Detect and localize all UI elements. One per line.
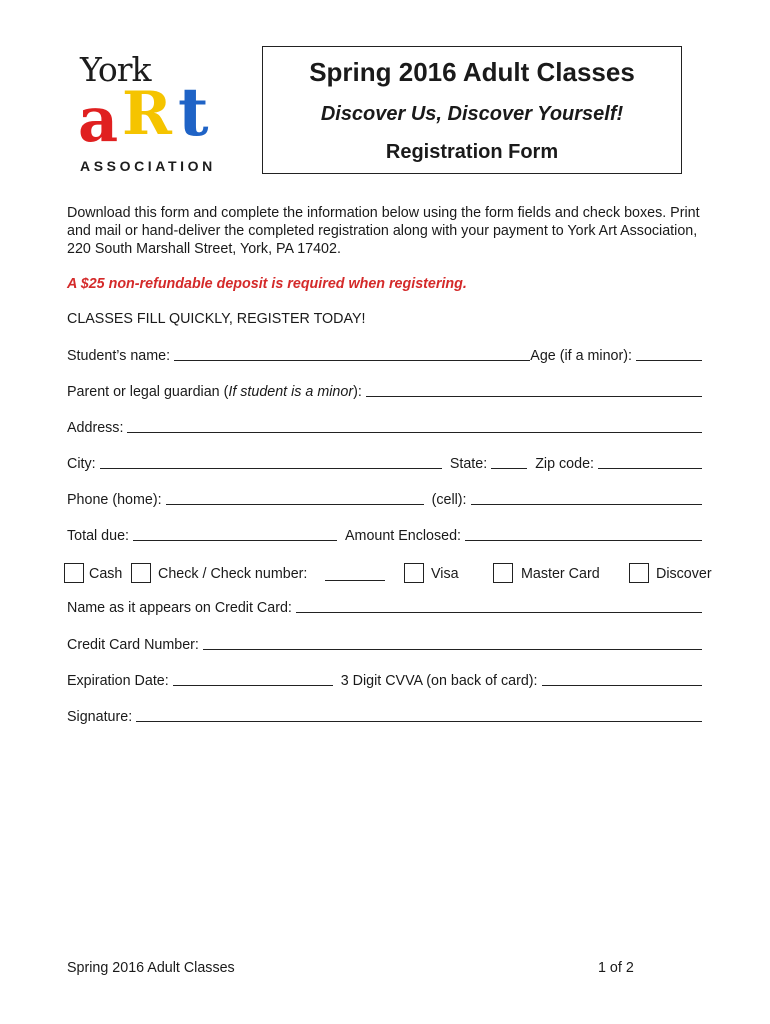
cash-checkbox[interactable] — [64, 563, 84, 583]
page-number: 1 of 2 — [598, 960, 634, 976]
student-name-label: Student’s name: — [67, 348, 171, 364]
expiration-row — [67, 669, 702, 689]
logo-york-text: York — [80, 50, 151, 89]
card-number-field[interactable] — [203, 649, 702, 650]
city-field[interactable] — [100, 468, 442, 469]
check-checkbox[interactable] — [131, 563, 151, 583]
address-field[interactable] — [127, 432, 702, 433]
guardian-label-italic: If student is a minor — [228, 384, 354, 400]
name-on-card-row — [67, 596, 702, 616]
cash-label: Cash — [89, 566, 123, 582]
guardian-label — [67, 384, 362, 400]
mastercard-label: Master Card — [521, 566, 600, 582]
state-field[interactable] — [491, 468, 527, 469]
name-on-card-label: Name as it appears on Credit Card: — [67, 600, 292, 616]
register-today-notice: CLASSES FILL QUICKLY, REGISTER TODAY! — [67, 311, 366, 327]
logo-letter-a: a — [78, 83, 119, 156]
check-label: Check / Check number: — [158, 566, 308, 582]
check-number-field[interactable] — [325, 580, 385, 581]
card-number-row — [67, 633, 702, 653]
footer-title: Spring 2016 Adult Classes — [67, 960, 235, 976]
phone-home-field[interactable] — [166, 504, 424, 505]
card-number-label: Credit Card Number: — [67, 637, 199, 653]
state-label: State: — [449, 456, 488, 472]
header-box — [262, 46, 682, 174]
address-row — [67, 416, 702, 436]
signature-label: Signature: — [67, 709, 133, 725]
signature-row — [67, 705, 702, 725]
phone-row — [67, 488, 702, 508]
age-field[interactable] — [636, 360, 702, 361]
guardian-row — [67, 380, 702, 400]
intro-text: Download this form and complete the information below using the form fields and check boxes. Print and mail or hand-deliver the completed registration along with your payment to York Art Association, 220 South Marshall Street, York, PA 17402. — [67, 205, 700, 257]
expiration-field[interactable] — [173, 685, 333, 686]
cvva-field[interactable] — [542, 685, 702, 686]
age-label: Age (if a minor): — [530, 348, 632, 364]
zip-label: Zip code: — [535, 456, 594, 472]
amount-enclosed-label: Amount Enclosed: — [345, 528, 462, 544]
expiration-label: Expiration Date: — [67, 673, 169, 689]
page-title: Spring 2016 Adult Classes — [309, 57, 635, 87]
guardian-label-prefix: Parent or legal guardian ( — [67, 384, 229, 400]
total-due-label: Total due: — [67, 528, 129, 544]
visa-label: Visa — [431, 566, 459, 582]
student-name-row — [67, 344, 702, 364]
guardian-label-suffix: ): — [353, 384, 362, 400]
logo-letter-t: t — [178, 73, 209, 151]
student-name-field[interactable] — [174, 360, 530, 361]
amount-enclosed-field[interactable] — [465, 540, 702, 541]
visa-checkbox[interactable] — [404, 563, 424, 583]
payment-amount-row — [67, 524, 702, 544]
zip-field[interactable] — [598, 468, 702, 469]
logo-association-text: ASSOCIATION — [80, 158, 216, 174]
discover-label: Discover — [656, 566, 712, 582]
phone-home-label: Phone (home): — [67, 492, 162, 508]
city-label: City: — [67, 456, 96, 472]
form-title: Registration Form — [385, 141, 559, 163]
logo-art-letters — [78, 73, 238, 156]
name-on-card-field[interactable] — [296, 612, 702, 613]
logo-letter-r: R — [122, 79, 172, 149]
address-label: Address: — [67, 420, 124, 436]
city-row — [67, 452, 702, 472]
cell-label: (cell): — [431, 492, 467, 508]
total-due-field[interactable] — [133, 540, 337, 541]
deposit-notice: A $25 non-refundable deposit is required when registering. — [67, 276, 467, 292]
cvva-label: 3 Digit CVVA (on back of card): — [340, 673, 538, 689]
guardian-field[interactable] — [366, 396, 702, 397]
cell-field[interactable] — [471, 504, 702, 505]
mastercard-checkbox[interactable] — [493, 563, 513, 583]
signature-field[interactable] — [136, 721, 702, 722]
page-subtitle: Discover Us, Discover Yourself! — [320, 103, 624, 125]
discover-checkbox[interactable] — [629, 563, 649, 583]
